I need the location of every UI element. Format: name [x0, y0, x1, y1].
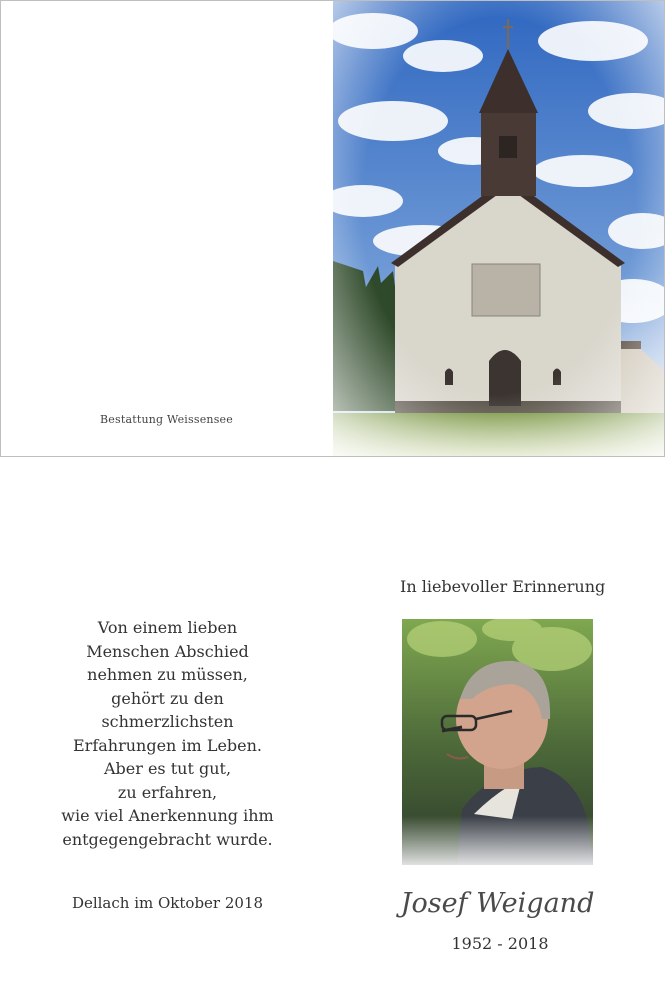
card-back-panel [1, 1, 332, 456]
portrait-photo [402, 619, 593, 865]
life-years: 1952 - 2018 [451, 934, 549, 953]
verse-line: nehmen zu müssen, [87, 665, 248, 684]
memorial-heading: In liebevoller Erinnerung [400, 577, 606, 596]
place-and-date: Dellach im Oktober 2018 [71, 894, 264, 912]
funeral-home-credit: Bestattung Weissensee [100, 413, 233, 426]
verse-line: Menschen Abschied [86, 641, 249, 661]
verse-line: wie viel Anerkennung ihm [61, 806, 274, 825]
card-outer-spread [0, 0, 665, 457]
verse-line: Aber es tut gut, [103, 759, 232, 778]
verse-line: Erfahrungen im Leben. [72, 735, 263, 755]
church-photo [333, 1, 664, 456]
verse-line: schmerzlichsten [101, 712, 234, 731]
memorial-verse [40, 616, 295, 851]
verse-line: entgegengebracht wurde. [62, 829, 273, 849]
deceased-name: Josef Weigand [400, 888, 595, 919]
verse-line: zu erfahren, [117, 782, 218, 802]
verse-line: Von einem lieben [97, 618, 238, 637]
verse-line: gehört zu den [111, 688, 224, 708]
